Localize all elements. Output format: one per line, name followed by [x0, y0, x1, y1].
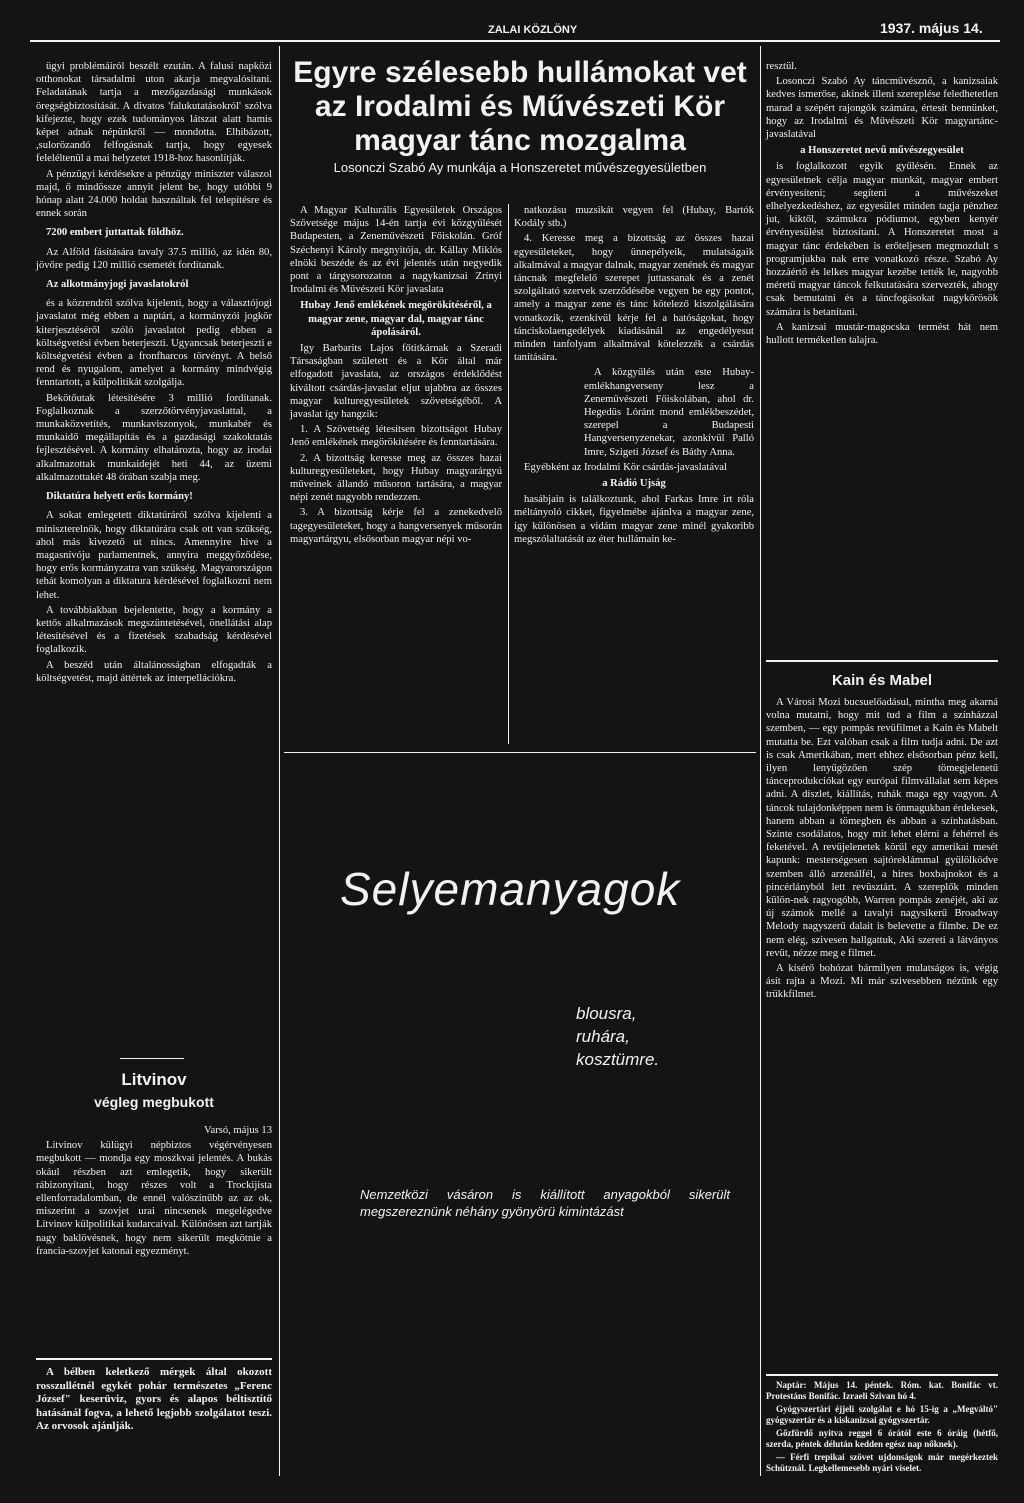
- paragraph: resztül.: [766, 61, 797, 72]
- masthead-rule: [30, 40, 1000, 42]
- paragraph: A beszéd után általánosságban elfogadták a költségvetést, majd áttértek az interpellációkra.: [36, 659, 272, 684]
- paragraph: A továbbiakban bejelentette, hogy a kormány a kettős alkalmazások megszüntetésével, önellátási alap létesítésével és a fizetések szabadság kérdésével foglalkozik.: [36, 604, 272, 656]
- section-rule: [766, 660, 998, 662]
- paragraph: hasábjain is találkoztunk, ahol Farkas Imre irt róla méltányoló cikket, figyelmébe ajánlva a magyar zene, így különösen a vidám magyar zene minél gyakoribb megszólaltatását az éter hullámain ke-: [514, 494, 754, 545]
- column-divider: [279, 46, 280, 1476]
- bold-line: 7200 embert juttattak földhöz.: [46, 227, 184, 239]
- ad-rule: [284, 752, 756, 753]
- subhead: a Rádió Ujság: [602, 478, 666, 490]
- paragraph: Az Alföld fásítására tavaly 37.5 millió, az idén 80, jövőre pedig 120 millió csemetét fordítanak.: [36, 246, 272, 271]
- subhead: Hubay Jenő emlékének megörökítéséről, a magyar zene, magyar dal, magyar tánc ápolásáról.: [300, 300, 492, 338]
- paragraph: ügyi problémáiról beszélt ezután. A falusi napközi otthonokat társadalmi uton akarja megvalósítani. Feladatának tartja a mezőgazdasági munkások öregségbiztosítását. A divatos 'falukutatásokról' szólva kifejezte, hogy ezek tudományos látszat alatt hamis képet adnak népünkről — mondotta. Elhibázott, ,sulorözandó felfogásnak tartja, hogy egyesek feleléltenül a mai helyzetet 1918-hoz hasonlítják.: [36, 61, 272, 165]
- paragraph: Gőzfürdő nyitva reggel 6 órától este 6 óráig (hétfő, szerda, péntek délután kedden egész nap nőknek).: [766, 1428, 998, 1449]
- right-column: [766, 60, 998, 349]
- paragraph: A Magyar Kulturális Egyesületek Országos Szövetsége május 14-én tartja évi közgyűlését Budapesten, a Zeneművészeti Főiskolán. Gróf Széchenyi Károly megnyitója, dr. Kállay Miklós elnöki beszéde és az évi jelentés után negyedik pont a tárgysorozaton a nagykanizsai Zrínyi Irodalmi és Művészeti Kör javaslata: [290, 205, 502, 296]
- article-column-1: [290, 204, 502, 548]
- article-subtitle: Losonczi Szabó Ay munkája a Honszeretet művészegyesületben: [333, 160, 707, 175]
- kain-es-mabel-article: [766, 696, 998, 1004]
- article-column-2: [514, 204, 754, 548]
- advert-keseruviz: [36, 1366, 272, 1436]
- paragraph: Egyébként az Irodalmi Kör csárdás-javaslatával: [524, 461, 727, 473]
- ad-line: blousra,: [576, 1004, 637, 1023]
- paragraph: A kísérő bohózat bármilyen mulatságos is, végig ásít rajta a Mozi. Mi már szivesebben nézünk egy trükkfilmet.: [766, 963, 998, 1001]
- paragraph: A pénzügyi kérdésekre a pénzügy miniszter válaszol majd, ő mindössze annyit jelent be, hogy utóbbi 9 hónap alatt 24.000 holdat használtak fel telepítésre és ennek során: [36, 168, 272, 220]
- paragraph: A közgyűlés után este Hubay-emlékhangverseny lesz a Zeneművészeti Főiskolában, ahol dr. Hegedüs Lóránt mond emlékbeszédet, szerepel a Budapesti Hangversenyzenekar, azonkívül Palló Imre, Szigeti József és Báthy Anna.: [584, 367, 754, 458]
- paragraph: natkozásu muzsikát vegyen fel (Hubay, Bartók Kodály stb.): [514, 205, 754, 230]
- column-divider: [508, 204, 509, 744]
- masthead-date: 1937. május 14.: [880, 20, 983, 36]
- calendar-notes: [766, 1380, 998, 1476]
- paragraph: A bélben keletkező mérgek által okozott rosszullétnél egykét pohár természetes „Ferenc József" keserüviz, gyors és alapos béltisztítő hatásánál fogva, a lehető legjobb szolgálatot teszi. Az orvosok ajánlják.: [36, 1366, 272, 1432]
- paragraph: Bekötőutak létesítésére 3 millió fordítanak. Foglalkoznak a szerzőtörvényjavaslattal, a munkaközvetítés, munkaviszonyok, munkabér és munkaidő megállapítás és a gazdasági szakoktatás fejlesztésével. A kormány elhatározta, hogy az irodai alkalmazottak munkaidejét heti 44, az üzemi alkalmazottakét 48 órában szabja meg.: [36, 392, 272, 483]
- paragraph: 4. Keresse meg a bizottság az összes hazai egyesületeket, hogy ünnepélyeik, mulatságaik alkalmával a magyar dalnak, magyar zenének és magyar táncnak megfelelő szerepet juttassanak és a zenét szolgáltató szervek szerződésébe vegyen be egy pontot, amely a magyar zene és tánc kötelező kiszolgálására vonatkozik, ezenkívül kérje fel a hatóságokat, hogy tánciskolaengedélyek kiadásánál az engedélyesut minden tanfolyam alkalmával kötelezzék a csárdás tanítására.: [514, 233, 754, 364]
- litvinov-headline: Litvinov: [121, 1070, 187, 1089]
- ad-note: Nemzetközi vásáron is kiállított anyagokból sikerült megszereznünk néhány gyönyörü kimintázást: [360, 1187, 730, 1219]
- paragraph: Losonczi Szabó Ay táncművésznő, a kanizsaiak kedves ismerőse, akinek illeni szereplése feledhetetlen marad a szépért rajongók számára, értesít bennünket, hogy az Irodalmi és Művészeti Kör magyartánc-javaslatával: [766, 76, 998, 141]
- paragraph: 1. A Szövetség létesítsen bizottságot Hubay Jenő emlékének megörökítésére és fenntartására.: [290, 424, 502, 449]
- paragraph: — Férfi trepikai szövet ujdonságok már megérkeztek Schütznál. Legkellemesebb nyári viselet.: [766, 1452, 998, 1473]
- ad-title: Selyemanyagok: [340, 863, 681, 915]
- litvinov-article: [36, 1124, 272, 1260]
- article-title: Egyre szélesebb hullámokat vet az Irodalmi és Művészeti Kör magyar tánc mozgalma: [293, 56, 747, 157]
- column-divider: [760, 46, 761, 1476]
- subhead: Az alkotmányjogi javaslatokról: [46, 279, 189, 291]
- kain-es-mabel-headline: Kain és Mabel: [831, 672, 933, 689]
- litvinov-subheadline: végleg megbukott: [94, 1094, 214, 1110]
- paragraph: Igy Barbarits Lajos főtitkárnak a Szeradi Társaságban született és a Kör által már elfogadott javaslata, az országos érdeklődést kiváltott csárdás-javaslat eljut ujabbra az összes magyar kulturegyesületek szövetségéből. A javaslat így hangzik:: [290, 343, 502, 421]
- subhead: Diktatúra helyett erős kormány!: [46, 491, 193, 503]
- paragraph: A sokat emlegetett diktatúráról szólva kijelenti a miniszterelnök, hogy diktatúrára csak ott van szükség, ahol más kivezető ut nincs. Amennyire hive a magasnívóju parlamentnek, annyira meggyőződése, hogy erős kormányzatra van szükség. Magyarországon tehát komolyan a diktatura kérdésével foglalkozni nem lehet.: [36, 510, 272, 601]
- paragraph: 2. A bizottság keresse meg az összes hazai kulturegyesületeket, hogy Hubay magyarárgyú műveinek állandó műsoron tartására, a magyar népi zenét nagyobb rendezzen.: [290, 452, 502, 504]
- paragraph: is foglalkozott egyik gyűlésén. Ennek az egyesületnek célja magyar munkát, magyar embert érvényesíteni; segíteni a művészeket elhelyezkedéshez, az egyesület minden tagja pénzhez jut, kiktől, számukra pódiumot, egyben kenyér érvényesülést biztosítani. A Honszeretet most a magyar tánc érdekében is erőteljesen megmozdult s programjukba nak erre vonatkozó része. Szabó Ay hozzáértő és lelkes magyar kezébe tették le, nagyobb méretű magyar táncok felkutatására szervezték, ahogy csak bemutatni és a táncfogásokat nagykőrösök számára is betanítani.: [766, 161, 998, 318]
- masthead: [0, 10, 1024, 34]
- paragraph: Gyógyszertári éjjeli szolgálat e hó 15-ig a „Megváltó" gyógyszertár és a kiskanizsai gyógyszertár.: [766, 1404, 998, 1425]
- section-rule: [120, 1058, 184, 1059]
- left-column: [36, 60, 272, 687]
- ad-line: kosztümre.: [576, 1050, 660, 1069]
- masthead-paper: ZALAI KÖZLÖNY: [488, 24, 578, 36]
- paragraph: A kanizsai mustár-magocska termést hát nem hullott terméketlen talajra.: [766, 321, 998, 347]
- paragraph: A Városi Mozi bucsuelőadásul, mintha meg akarná volna mutatni, hogy mit tud a film a színházzal szemben, — egy pompás revüfilmet a Kain és Mabelt mutatta be. Ezt valóban csak a film tudja adni. De azt is csak Amerikában, mert ehhez elsősorban pénz kell, ilyen lenyűgözően szép tömegjelenetű tánceprodukciókat egy európai filmvállalat sem képes adni. A díszlet, kiállítás, ruhák maga egy vagyon. A táncok tulajdonképpen nem is önmagukban érdekesek, hanem abban a tömegben és abban a színhatásban. Szinte csodálatos, hogy mit lehet elérni a fehérrel és feketével. A revüjelenetek körül egy amerikai mesét kapunk: mesterségesen sajtóreklámmal gyülölködve szemben álló arzenálfél, a hires boxbajnokot és a pincérlányból lett revüsztárt. A szereplők minden külön-nek ragyogóbb, Warren pompás zenéjét, akí az új számok mellé a tavalyi nagysikerű Broadway Melody nagyszerű dalait is belevette a filmbe. De ez nem elég, szivesen hallgattuk, Aki szereti a látványos revüt, nézze meg e filmet.: [766, 697, 998, 959]
- paragraph: Litvinov külügyi népbiztos végérvényesen megbukott — mondja egy moszkvai jelentés. A bukás okául részben azt emlegetik, hogy sikerült rábizonyítani, hogy részes volt a Trockijista ellenforradalomban, de ennél valószínűbb az az ok, miszerint a szovjet urai nincsenek megelégedve Litvinov külpolitikai kudarcaival. Különösen azt tartják nagy baklövésnek, hogy nem sikerült megkötnie a francia-szovjet katonai egyezményt.: [36, 1140, 272, 1257]
- paragraph: Naptár: Május 14. péntek. Róm. kat. Bonifác vt. Protestáns Bonifác. Izraeli Szivan hó 4.: [766, 1380, 998, 1401]
- section-rule: [766, 1374, 998, 1376]
- section-rule: [36, 1358, 272, 1360]
- dateline: Varsó, május 13: [204, 1125, 272, 1136]
- paragraph: és a közrendről szólva kijelenti, hogy a választójogi javaslatot még ebben a naptári, a kormányzói jogkör kiterjesztéséről szóló javaslatot pedig ebben a költségvetési évben beterjeszti. Ugyancsak beterjeszti e költségvetési évben a fronfharcos törvényt. A belső rend és nyugalom, amelyet a kormány mindvégig fenntartott, a külpolitikát szolgálja.: [36, 298, 272, 389]
- ad-line: ruhára,: [576, 1027, 630, 1046]
- subhead: a Honszeretet nevű művészegyesület: [800, 145, 964, 157]
- paragraph: 3. A bizottság kérje fel a zenekedvelő tagegyesületeket, hogy a hangversenyek műsorán magyartárgyu, elsősorban magyar népi vo-: [290, 507, 502, 545]
